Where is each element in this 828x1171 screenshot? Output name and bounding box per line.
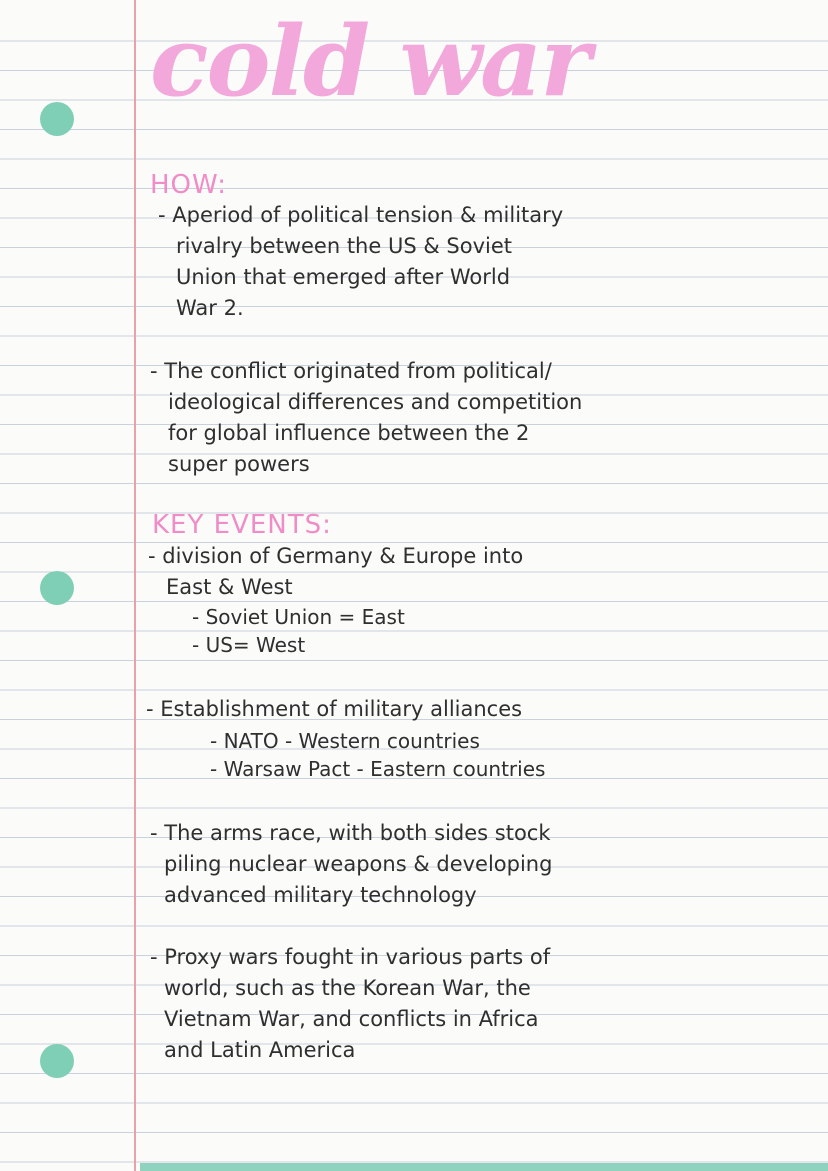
events-bullet-2-sub-1: - NATO - Western countries (210, 729, 480, 753)
events-bullet-4 (150, 942, 550, 1066)
how-bullet-1-line-3: Union that emerged after World (176, 265, 511, 289)
heading-key-events: KEY EVENTS: (152, 510, 332, 540)
page-title: cold war (150, 5, 589, 118)
margin-line (134, 0, 136, 1171)
how-bullet-2-line-2: ideological differences and competition (168, 390, 583, 414)
events-bullet-2-sub-2: - Warsaw Pact - Eastern countries (210, 757, 546, 781)
how-bullet-1-line-2: rivalry between the US & Soviet (176, 234, 512, 258)
how-bullet-2-line-3: for global influence between the 2 (168, 421, 530, 445)
how-bullet-2-line-1: - The conflict originated from political/ (150, 359, 552, 383)
events-bullet-1 (148, 541, 523, 603)
how-bullet-1 (158, 200, 563, 324)
events-bullet-1-sub (192, 603, 405, 659)
events-bullet-1-sub-1: - Soviet Union = East (192, 605, 405, 629)
how-bullet-1-line-4: War 2. (176, 296, 244, 320)
how-bullet-2-line-4: super powers (168, 452, 310, 476)
binder-hole-middle (40, 571, 74, 605)
events-bullet-1-sub-2: - US= West (192, 633, 306, 657)
events-bullet-1-line-1: - division of Germany & Europe into (148, 544, 524, 568)
events-bullet-2-line-1: - Establishment of military alliances (146, 697, 523, 721)
events-bullet-3-line-1: - The arms race, with both sides stock (150, 821, 551, 845)
how-bullet-2 (150, 356, 582, 480)
binder-hole-top (40, 102, 74, 136)
heading-how: HOW: (150, 170, 227, 200)
events-bullet-3 (150, 818, 552, 911)
events-bullet-4-line-3: Vietnam War, and conflicts in Africa (164, 1007, 539, 1031)
how-bullet-1-line-1: - Aperiod of political tension & military (158, 203, 564, 227)
binder-hole-bottom (40, 1044, 74, 1078)
events-bullet-3-line-3: advanced military technology (164, 883, 477, 907)
events-bullet-3-line-2: piling nuclear weapons & developing (164, 852, 553, 876)
events-bullet-4-line-2: world, such as the Korean War, the (164, 976, 531, 1000)
events-bullet-4-line-1: - Proxy wars fought in various parts of (150, 945, 551, 969)
events-bullet-2-sub (210, 727, 545, 783)
events-bullet-2 (146, 694, 522, 725)
bottom-edge-strip (140, 1163, 828, 1171)
events-bullet-1-line-2: East & West (166, 575, 293, 599)
events-bullet-4-line-4: and Latin America (164, 1038, 356, 1062)
